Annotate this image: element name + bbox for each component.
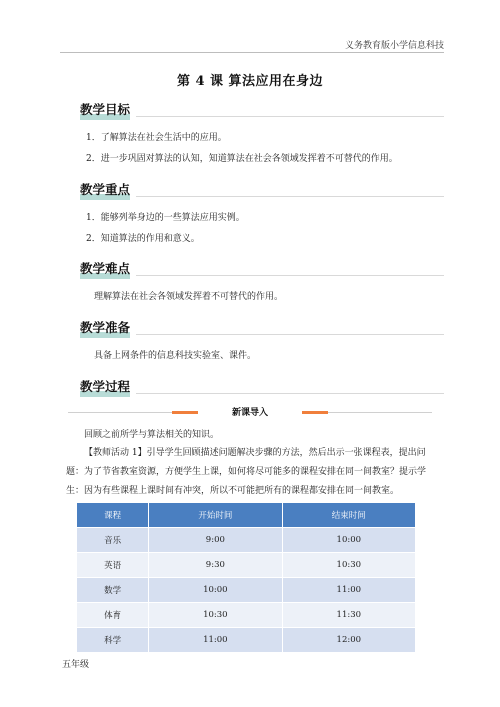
table-header-row <box>77 503 416 528</box>
key-points-heading-rule <box>136 196 444 197</box>
cell-end: 10:00 <box>282 528 415 553</box>
preparation-text: 具备上网条件的信息科技实验室、课件。 <box>94 351 257 361</box>
goals-heading: 教学目标 <box>80 100 130 120</box>
grade-footer: 五年级 <box>62 660 90 670</box>
process-heading-rule <box>136 393 444 394</box>
key-points-heading: 教学重点 <box>80 180 130 200</box>
key-points-item-2: 2．知道算法的作用和意义。 <box>86 234 200 244</box>
cell-course: 体育 <box>77 603 149 628</box>
key-points-item-1: 1．能够列举身边的一些算法应用实例。 <box>86 213 245 223</box>
column-header-end: 结束时间 <box>282 503 415 528</box>
subsection-header <box>0 405 500 419</box>
course-schedule-table <box>76 502 416 653</box>
column-header-start: 开始时间 <box>149 503 282 528</box>
preparation-heading: 教学准备 <box>80 318 130 338</box>
cell-start: 9:30 <box>149 553 282 578</box>
header-divider <box>60 52 444 53</box>
table-row <box>77 603 416 628</box>
process-heading: 教学过程 <box>80 377 130 397</box>
lesson-title: 第 4 课 算法应用在身边 <box>176 74 324 89</box>
cell-course: 英语 <box>77 553 149 578</box>
goals-item-2: 2．进一步巩固对算法的认知，知道算法在社会各领域发挥着不可替代的作用。 <box>86 154 398 164</box>
cell-start: 9:00 <box>149 528 282 553</box>
cell-start: 10:30 <box>149 603 282 628</box>
subsection-accent-right <box>302 411 328 414</box>
cell-course: 音乐 <box>77 528 149 553</box>
table-row <box>77 553 416 578</box>
goals-item-1: 1．了解算法在社会生活中的应用。 <box>86 133 227 143</box>
cell-start: 11:00 <box>149 628 282 653</box>
teacher-activity-paragraph: 【教师活动 1】引导学生回顾描述问题解决步骤的方法，然后出示一张课程表，提出问题：为了节省教室资源，方便学生上课，如何将尽可能多的课程安排在同一间教室？提示学生：因为有些课程上课时间有冲突，所以不可能把所有的课程都安排在同一间教室。 <box>66 448 427 496</box>
table-row <box>77 578 416 603</box>
table-row <box>77 628 416 653</box>
cell-end: 10:30 <box>282 553 415 578</box>
publisher-label: 义务教育版小学信息科技 <box>344 41 444 51</box>
cell-course: 科学 <box>77 628 149 653</box>
difficulties-heading-rule <box>136 275 444 276</box>
difficulties-heading: 教学难点 <box>80 259 130 279</box>
cell-end: 12:00 <box>282 628 415 653</box>
difficulties-text: 理解算法在社会各领域发挥着不可替代的作用。 <box>94 292 284 302</box>
cell-end: 11:00 <box>282 578 415 603</box>
cell-end: 11:30 <box>282 603 415 628</box>
cell-start: 10:00 <box>149 578 282 603</box>
cell-course: 数学 <box>77 578 149 603</box>
preparation-heading-rule <box>136 334 444 335</box>
column-header-course: 课程 <box>77 503 149 528</box>
subsection-rule-right <box>328 412 432 413</box>
process-intro: 回顾之前所学与算法相关的知识。 <box>84 430 220 440</box>
goals-heading-rule <box>136 116 444 117</box>
subsection-title: 新课导入 <box>231 408 268 418</box>
table-row <box>77 528 416 553</box>
